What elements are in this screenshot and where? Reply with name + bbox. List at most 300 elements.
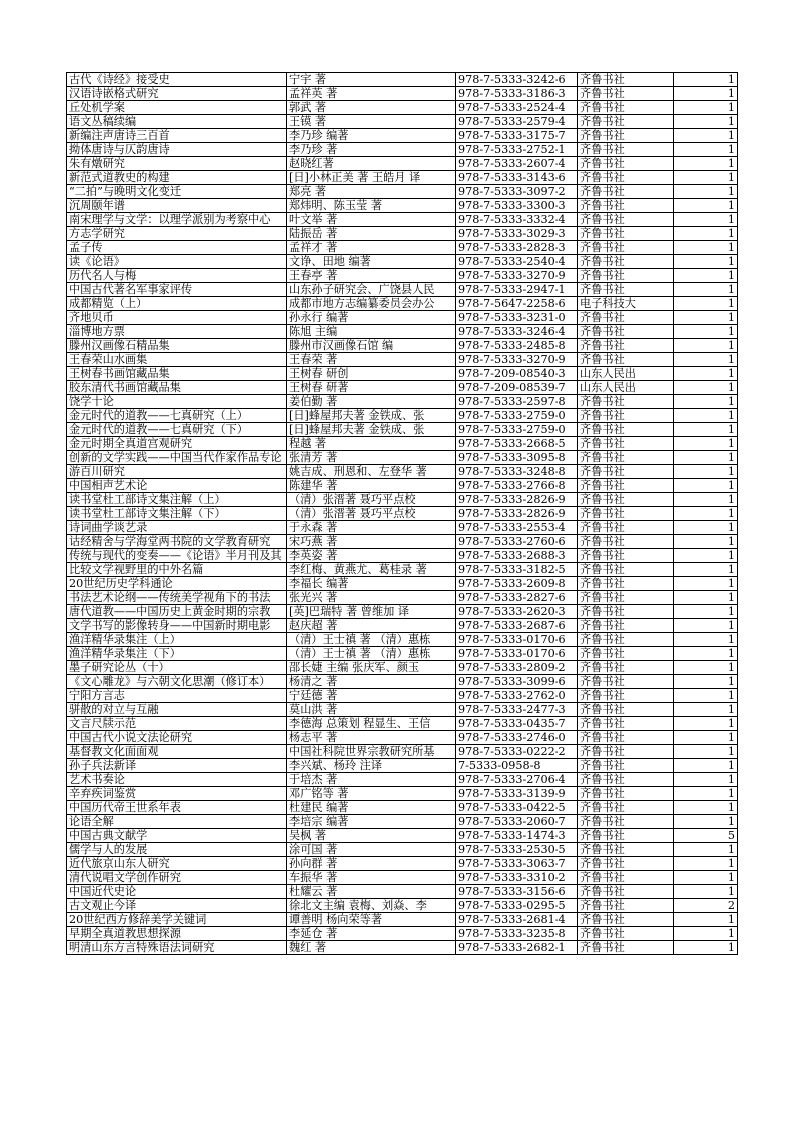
title-cell: 金元时代的道教——七真研究（下） <box>67 423 287 437</box>
author-cell: 宁宇 著 <box>287 73 456 87</box>
title-cell: 胶东清代书画馆藏品集 <box>67 381 287 395</box>
isbn-cell: 978-7-209-08540-3 <box>456 367 578 381</box>
title-cell: 中国近代史论 <box>67 885 287 899</box>
isbn-cell: 978-7-5333-2947-1 <box>456 283 578 297</box>
quantity-cell: 1 <box>674 689 738 703</box>
table-row <box>67 871 738 885</box>
quantity-cell: 1 <box>674 423 738 437</box>
author-cell: 孟祥才 著 <box>287 241 456 255</box>
table-row <box>67 227 738 241</box>
quantity-cell: 1 <box>674 591 738 605</box>
author-cell: 于培杰 著 <box>287 773 456 787</box>
isbn-cell: 978-7-5333-0170-6 <box>456 647 578 661</box>
author-cell: 陈旭 主编 <box>287 325 456 339</box>
quantity-cell: 1 <box>674 577 738 591</box>
isbn-cell: 978-7-5333-3097-2 <box>456 185 578 199</box>
table-row <box>67 367 738 381</box>
isbn-cell: 978-7-5333-2752-1 <box>456 143 578 157</box>
quantity-cell: 1 <box>674 773 738 787</box>
quantity-cell: 1 <box>674 927 738 941</box>
author-cell: 孙向群 著 <box>287 857 456 871</box>
isbn-cell: 978-7-5333-2524-4 <box>456 101 578 115</box>
table-row <box>67 493 738 507</box>
author-cell: 中国社科院世界宗教研究所基 <box>287 745 456 759</box>
quantity-cell: 1 <box>674 521 738 535</box>
publisher-cell: 齐鲁书社 <box>578 451 674 465</box>
publisher-cell: 齐鲁书社 <box>578 423 674 437</box>
table-row <box>67 829 738 843</box>
author-cell: 杜建民 编著 <box>287 801 456 815</box>
title-cell: 沉周颐年谱 <box>67 199 287 213</box>
table-row <box>67 521 738 535</box>
isbn-cell: 978-7-5333-2609-8 <box>456 577 578 591</box>
table-row <box>67 717 738 731</box>
quantity-cell: 1 <box>674 661 738 675</box>
author-cell: 于永森 著 <box>287 521 456 535</box>
author-cell: 李德海 总策划 程显生、王信 <box>287 717 456 731</box>
table-row <box>67 605 738 619</box>
publisher-cell: 齐鲁书社 <box>578 115 674 129</box>
isbn-cell: 978-7-5333-0422-5 <box>456 801 578 815</box>
quantity-cell: 1 <box>674 465 738 479</box>
title-cell: 宁阳方言志 <box>67 689 287 703</box>
isbn-cell: 978-7-5333-3182-5 <box>456 563 578 577</box>
title-cell: 历代名人与梅 <box>67 269 287 283</box>
author-cell: （清）张溍著 聂巧平点校 <box>287 493 456 507</box>
publisher-cell: 齐鲁书社 <box>578 73 674 87</box>
title-cell: 古文观止今译 <box>67 899 287 913</box>
quantity-cell: 1 <box>674 703 738 717</box>
publisher-cell: 齐鲁书社 <box>578 395 674 409</box>
quantity-cell: 1 <box>674 185 738 199</box>
quantity-cell: 1 <box>674 885 738 899</box>
author-cell: 杜耀云 著 <box>287 885 456 899</box>
publisher-cell: 电子科技大 <box>578 297 674 311</box>
author-cell: 宋巧燕 著 <box>287 535 456 549</box>
isbn-cell: 978-7-5333-2826-9 <box>456 507 578 521</box>
title-cell: 艺术书奏论 <box>67 773 287 787</box>
title-cell: “二拍”与晚明文化变迁 <box>67 185 287 199</box>
quantity-cell: 1 <box>674 549 738 563</box>
author-cell: 李福长 编著 <box>287 577 456 591</box>
title-cell: 文学书写的影像转身——中国新时期电影 <box>67 619 287 633</box>
author-cell: 李延仓 著 <box>287 927 456 941</box>
book-list-table <box>66 72 738 955</box>
author-cell: 赵晓红著 <box>287 157 456 171</box>
isbn-cell: 978-7-5333-2597-8 <box>456 395 578 409</box>
table-row <box>67 927 738 941</box>
table-row <box>67 437 738 451</box>
isbn-cell: 978-7-209-08539-7 <box>456 381 578 395</box>
isbn-cell: 978-7-5333-0222-2 <box>456 745 578 759</box>
publisher-cell: 齐鲁书社 <box>578 549 674 563</box>
isbn-cell: 978-7-5333-1474-3 <box>456 829 578 843</box>
isbn-cell: 978-7-5333-2762-0 <box>456 689 578 703</box>
title-cell: 清代说唱文学创作研究 <box>67 871 287 885</box>
table-row <box>67 339 738 353</box>
isbn-cell: 978-7-5333-2759-0 <box>456 423 578 437</box>
title-cell: 齐地贝币 <box>67 311 287 325</box>
publisher-cell: 齐鲁书社 <box>578 689 674 703</box>
author-cell: 郑炜明、陈玉莹 著 <box>287 199 456 213</box>
publisher-cell: 齐鲁书社 <box>578 563 674 577</box>
isbn-cell: 978-7-5333-2579-4 <box>456 115 578 129</box>
publisher-cell: 齐鲁书社 <box>578 409 674 423</box>
title-cell: 王树春书画馆藏品集 <box>67 367 287 381</box>
quantity-cell: 1 <box>674 297 738 311</box>
table-row <box>67 395 738 409</box>
title-cell: 读书堂杜工部诗文集注解（上） <box>67 493 287 507</box>
quantity-cell: 1 <box>674 493 738 507</box>
author-cell: 山东孙子研究会、广饶县人民 <box>287 283 456 297</box>
table-row <box>67 703 738 717</box>
author-cell: 魏红 著 <box>287 941 456 955</box>
title-cell: 淄博地方票 <box>67 325 287 339</box>
table-row <box>67 549 738 563</box>
quantity-cell: 1 <box>674 731 738 745</box>
author-cell: 叶文举 著 <box>287 213 456 227</box>
author-cell: 李兴斌、杨玲 注译 <box>287 759 456 773</box>
publisher-cell: 齐鲁书社 <box>578 507 674 521</box>
author-cell: （清）王士禛 著 （清）惠栋 <box>287 647 456 661</box>
isbn-cell: 978-7-5333-2826-9 <box>456 493 578 507</box>
author-cell: 孙永行 编著 <box>287 311 456 325</box>
table-row <box>67 535 738 549</box>
publisher-cell: 齐鲁书社 <box>578 899 674 913</box>
publisher-cell: 齐鲁书社 <box>578 773 674 787</box>
publisher-cell: 齐鲁书社 <box>578 283 674 297</box>
isbn-cell: 978-7-5333-3139-9 <box>456 787 578 801</box>
isbn-cell: 978-7-5333-2828-3 <box>456 241 578 255</box>
publisher-cell: 齐鲁书社 <box>578 535 674 549</box>
author-cell: 徐北文主编 袁梅、刘焱、李 <box>287 899 456 913</box>
publisher-cell: 齐鲁书社 <box>578 829 674 843</box>
title-cell: 中国相声艺术论 <box>67 479 287 493</box>
publisher-cell: 齐鲁书社 <box>578 185 674 199</box>
publisher-cell: 齐鲁书社 <box>578 871 674 885</box>
publisher-cell: 山东人民出 <box>578 381 674 395</box>
publisher-cell: 齐鲁书社 <box>578 269 674 283</box>
table-row <box>67 619 738 633</box>
isbn-cell: 978-7-5333-3270-9 <box>456 353 578 367</box>
author-cell: （清）王士禛 著 （清）惠栋 <box>287 633 456 647</box>
title-cell: 王春荣山水画集 <box>67 353 287 367</box>
publisher-cell: 齐鲁书社 <box>578 619 674 633</box>
title-cell: 墨子研究论丛（十） <box>67 661 287 675</box>
quantity-cell: 1 <box>674 437 738 451</box>
author-cell: 郑亮 著 <box>287 185 456 199</box>
title-cell: 拗体唐诗与仄韵唐诗 <box>67 143 287 157</box>
publisher-cell: 齐鲁书社 <box>578 745 674 759</box>
table-row <box>67 213 738 227</box>
table-row <box>67 507 738 521</box>
isbn-cell: 978-7-5333-2668-5 <box>456 437 578 451</box>
isbn-cell: 978-7-5333-3310-2 <box>456 871 578 885</box>
isbn-cell: 978-7-5333-3270-9 <box>456 269 578 283</box>
publisher-cell: 齐鲁书社 <box>578 675 674 689</box>
publisher-cell: 齐鲁书社 <box>578 199 674 213</box>
quantity-cell: 1 <box>674 871 738 885</box>
isbn-cell: 978-7-5333-2682-1 <box>456 941 578 955</box>
author-cell: 张光兴 著 <box>287 591 456 605</box>
quantity-cell: 1 <box>674 199 738 213</box>
title-cell: 古代《诗经》接受史 <box>67 73 287 87</box>
table-row <box>67 745 738 759</box>
quantity-cell: 1 <box>674 941 738 955</box>
publisher-cell: 齐鲁书社 <box>578 227 674 241</box>
author-cell: [日]蜂屋邦夫著 金铁成、张 <box>287 409 456 423</box>
isbn-cell: 978-7-5333-2607-4 <box>456 157 578 171</box>
isbn-cell: 978-7-5333-2553-4 <box>456 521 578 535</box>
title-cell: 渔洋精华录集注（上） <box>67 633 287 647</box>
quantity-cell: 1 <box>674 171 738 185</box>
quantity-cell: 1 <box>674 745 738 759</box>
title-cell: 早期全真道教思想探源 <box>67 927 287 941</box>
isbn-cell: 978-7-5333-2681-4 <box>456 913 578 927</box>
author-cell: 陆振岳 著 <box>287 227 456 241</box>
author-cell: 王树春 研著 <box>287 381 456 395</box>
title-cell: 饶学十论 <box>67 395 287 409</box>
title-cell: 语文丛稿续编 <box>67 115 287 129</box>
table-row <box>67 423 738 437</box>
author-cell: 李乃珍 著 <box>287 143 456 157</box>
quantity-cell: 1 <box>674 801 738 815</box>
publisher-cell: 齐鲁书社 <box>578 437 674 451</box>
author-cell: 姜伯勤 著 <box>287 395 456 409</box>
isbn-cell: 978-7-5333-2766-8 <box>456 479 578 493</box>
author-cell: 邓广铭等 著 <box>287 787 456 801</box>
publisher-cell: 山东人民出 <box>578 367 674 381</box>
isbn-cell: 978-7-5333-3235-8 <box>456 927 578 941</box>
author-cell: 杨清之 著 <box>287 675 456 689</box>
table-row <box>67 885 738 899</box>
author-cell: 杨志平 著 <box>287 731 456 745</box>
table-row <box>67 689 738 703</box>
author-cell: 王树春 研创 <box>287 367 456 381</box>
table-row <box>67 325 738 339</box>
title-cell: 传统与现代的变奏——《论语》半月刊及其 <box>67 549 287 563</box>
table-row <box>67 87 738 101</box>
table-row <box>67 857 738 871</box>
quantity-cell: 1 <box>674 269 738 283</box>
quantity-cell: 1 <box>674 717 738 731</box>
author-cell: 文诤、田地 编著 <box>287 255 456 269</box>
quantity-cell: 1 <box>674 605 738 619</box>
quantity-cell: 1 <box>674 157 738 171</box>
quantity-cell: 5 <box>674 829 738 843</box>
title-cell: 方志学研究 <box>67 227 287 241</box>
author-cell: 涂可国 著 <box>287 843 456 857</box>
isbn-cell: 978-7-5333-3099-6 <box>456 675 578 689</box>
author-cell: 莫山洪 著 <box>287 703 456 717</box>
quantity-cell: 1 <box>674 395 738 409</box>
publisher-cell: 齐鲁书社 <box>578 661 674 675</box>
title-cell: 骈散的对立与互融 <box>67 703 287 717</box>
publisher-cell: 齐鲁书社 <box>578 703 674 717</box>
table-row <box>67 241 738 255</box>
table-row <box>67 73 738 87</box>
title-cell: 孟子传 <box>67 241 287 255</box>
title-cell: 辛弃疾词鉴赏 <box>67 787 287 801</box>
title-cell: 论语全解 <box>67 815 287 829</box>
table-row <box>67 157 738 171</box>
publisher-cell: 齐鲁书社 <box>578 87 674 101</box>
table-row <box>67 591 738 605</box>
publisher-cell: 齐鲁书社 <box>578 843 674 857</box>
title-cell: 比较文学视野里的中外名篇 <box>67 563 287 577</box>
isbn-cell: 978-7-5333-0435-7 <box>456 717 578 731</box>
table-row <box>67 115 738 129</box>
title-cell: 《文心雕龙》与六朝文化思潮（修订本） <box>67 675 287 689</box>
author-cell: 李英姿 著 <box>287 549 456 563</box>
table-row <box>67 283 738 297</box>
title-cell: 成都精览（上） <box>67 297 287 311</box>
title-cell: 丘处机学案 <box>67 101 287 115</box>
isbn-cell: 978-7-5333-2706-4 <box>456 773 578 787</box>
title-cell: 近代旅京山东人研究 <box>67 857 287 871</box>
quantity-cell: 1 <box>674 227 738 241</box>
title-cell: 孙子兵法新译 <box>67 759 287 773</box>
table-row <box>67 577 738 591</box>
quantity-cell: 1 <box>674 241 738 255</box>
title-cell: 金元时期全真道宫观研究 <box>67 437 287 451</box>
table-row <box>67 661 738 675</box>
isbn-cell: 978-7-5333-2060-7 <box>456 815 578 829</box>
author-cell: 宁廷德 著 <box>287 689 456 703</box>
table-row <box>67 731 738 745</box>
title-cell: 汉语诗嵌格式研究 <box>67 87 287 101</box>
table-row <box>67 787 738 801</box>
table-row <box>67 479 738 493</box>
publisher-cell: 齐鲁书社 <box>578 255 674 269</box>
isbn-cell: 978-7-5333-3248-8 <box>456 465 578 479</box>
table-row <box>67 381 738 395</box>
title-cell: 游百川研究 <box>67 465 287 479</box>
isbn-cell: 978-7-5333-3175-7 <box>456 129 578 143</box>
publisher-cell: 齐鲁书社 <box>578 591 674 605</box>
publisher-cell: 齐鲁书社 <box>578 493 674 507</box>
author-cell: 成都市地方志编纂委员会办公 <box>287 297 456 311</box>
quantity-cell: 1 <box>674 381 738 395</box>
quantity-cell: 1 <box>674 129 738 143</box>
table-row <box>67 451 738 465</box>
table-row <box>67 801 738 815</box>
isbn-cell: 978-7-5333-2530-5 <box>456 843 578 857</box>
publisher-cell: 齐鲁书社 <box>578 633 674 647</box>
author-cell: 李红梅、黄燕尤、葛桂录 著 <box>287 563 456 577</box>
publisher-cell: 齐鲁书社 <box>578 241 674 255</box>
title-cell: 20世纪历史学科通论 <box>67 577 287 591</box>
author-cell: 张清芳 著 <box>287 451 456 465</box>
quantity-cell: 1 <box>674 675 738 689</box>
author-cell: 王镆 著 <box>287 115 456 129</box>
title-cell: 中国古代著名军事家评传 <box>67 283 287 297</box>
publisher-cell: 齐鲁书社 <box>578 885 674 899</box>
publisher-cell: 齐鲁书社 <box>578 787 674 801</box>
publisher-cell: 齐鲁书社 <box>578 465 674 479</box>
author-cell: 郭武 著 <box>287 101 456 115</box>
title-cell: 儒学与人的发展 <box>67 843 287 857</box>
publisher-cell: 齐鲁书社 <box>578 325 674 339</box>
title-cell: 读书堂杜工部诗文集注解（下） <box>67 507 287 521</box>
quantity-cell: 1 <box>674 647 738 661</box>
title-cell: 创新的文学实践——中国当代作家作品专论 <box>67 451 287 465</box>
title-cell: 书法艺术论纲——传统美学视角下的书法 <box>67 591 287 605</box>
title-cell: 明清山东方言特殊语法词研究 <box>67 941 287 955</box>
table-row <box>67 255 738 269</box>
publisher-cell: 齐鲁书社 <box>578 143 674 157</box>
quantity-cell: 1 <box>674 633 738 647</box>
isbn-cell: 978-7-5333-3332-4 <box>456 213 578 227</box>
title-cell: 中国历代帝王世系年表 <box>67 801 287 815</box>
table-row <box>67 297 738 311</box>
publisher-cell: 齐鲁书社 <box>578 941 674 955</box>
publisher-cell: 齐鲁书社 <box>578 577 674 591</box>
isbn-cell: 978-7-5333-3231-0 <box>456 311 578 325</box>
title-cell: 读《论语》 <box>67 255 287 269</box>
isbn-cell: 978-7-5647-2258-6 <box>456 297 578 311</box>
quantity-cell: 1 <box>674 255 738 269</box>
publisher-cell: 齐鲁书社 <box>578 759 674 773</box>
author-cell: 李培宗 编著 <box>287 815 456 829</box>
table-row <box>67 311 738 325</box>
quantity-cell: 1 <box>674 353 738 367</box>
isbn-cell: 978-7-5333-3029-3 <box>456 227 578 241</box>
quantity-cell: 1 <box>674 787 738 801</box>
isbn-cell: 978-7-5333-2687-6 <box>456 619 578 633</box>
quantity-cell: 1 <box>674 283 738 297</box>
table-row <box>67 353 738 367</box>
author-cell: （清）张溍著 聂巧平点校 <box>287 507 456 521</box>
isbn-cell: 978-7-5333-3156-6 <box>456 885 578 899</box>
isbn-cell: 978-7-5333-3242-6 <box>456 73 578 87</box>
table-row <box>67 563 738 577</box>
publisher-cell: 齐鲁书社 <box>578 353 674 367</box>
author-cell: 陈建华 著 <box>287 479 456 493</box>
isbn-cell: 978-7-5333-0295-5 <box>456 899 578 913</box>
table-row <box>67 633 738 647</box>
title-cell: 金元时代的道教——七真研究（上） <box>67 409 287 423</box>
author-cell: 吴枫 著 <box>287 829 456 843</box>
publisher-cell: 齐鲁书社 <box>578 801 674 815</box>
publisher-cell: 齐鲁书社 <box>578 129 674 143</box>
title-cell: 唐代道教——中国历史上黄金时期的宗教 <box>67 605 287 619</box>
author-cell: 邵长婕 主编 张庆军、颜玉 <box>287 661 456 675</box>
author-cell: [英]巴瑞特 著 曾维加 译 <box>287 605 456 619</box>
isbn-cell: 978-7-5333-3095-8 <box>456 451 578 465</box>
quantity-cell: 1 <box>674 815 738 829</box>
table-row <box>67 101 738 115</box>
isbn-cell: 978-7-5333-2759-0 <box>456 409 578 423</box>
isbn-cell: 978-7-5333-2760-6 <box>456 535 578 549</box>
publisher-cell: 齐鲁书社 <box>578 521 674 535</box>
table-row <box>67 647 738 661</box>
publisher-cell: 齐鲁书社 <box>578 157 674 171</box>
publisher-cell: 齐鲁书社 <box>578 171 674 185</box>
table-row <box>67 899 738 913</box>
quantity-cell: 1 <box>674 143 738 157</box>
author-cell: 滕州市汉画像石馆 编 <box>287 339 456 353</box>
table-row <box>67 941 738 955</box>
quantity-cell: 1 <box>674 73 738 87</box>
table-row <box>67 269 738 283</box>
publisher-cell: 齐鲁书社 <box>578 857 674 871</box>
quantity-cell: 1 <box>674 325 738 339</box>
publisher-cell: 齐鲁书社 <box>578 927 674 941</box>
quantity-cell: 1 <box>674 843 738 857</box>
isbn-cell: 978-7-5333-2620-3 <box>456 605 578 619</box>
publisher-cell: 齐鲁书社 <box>578 717 674 731</box>
